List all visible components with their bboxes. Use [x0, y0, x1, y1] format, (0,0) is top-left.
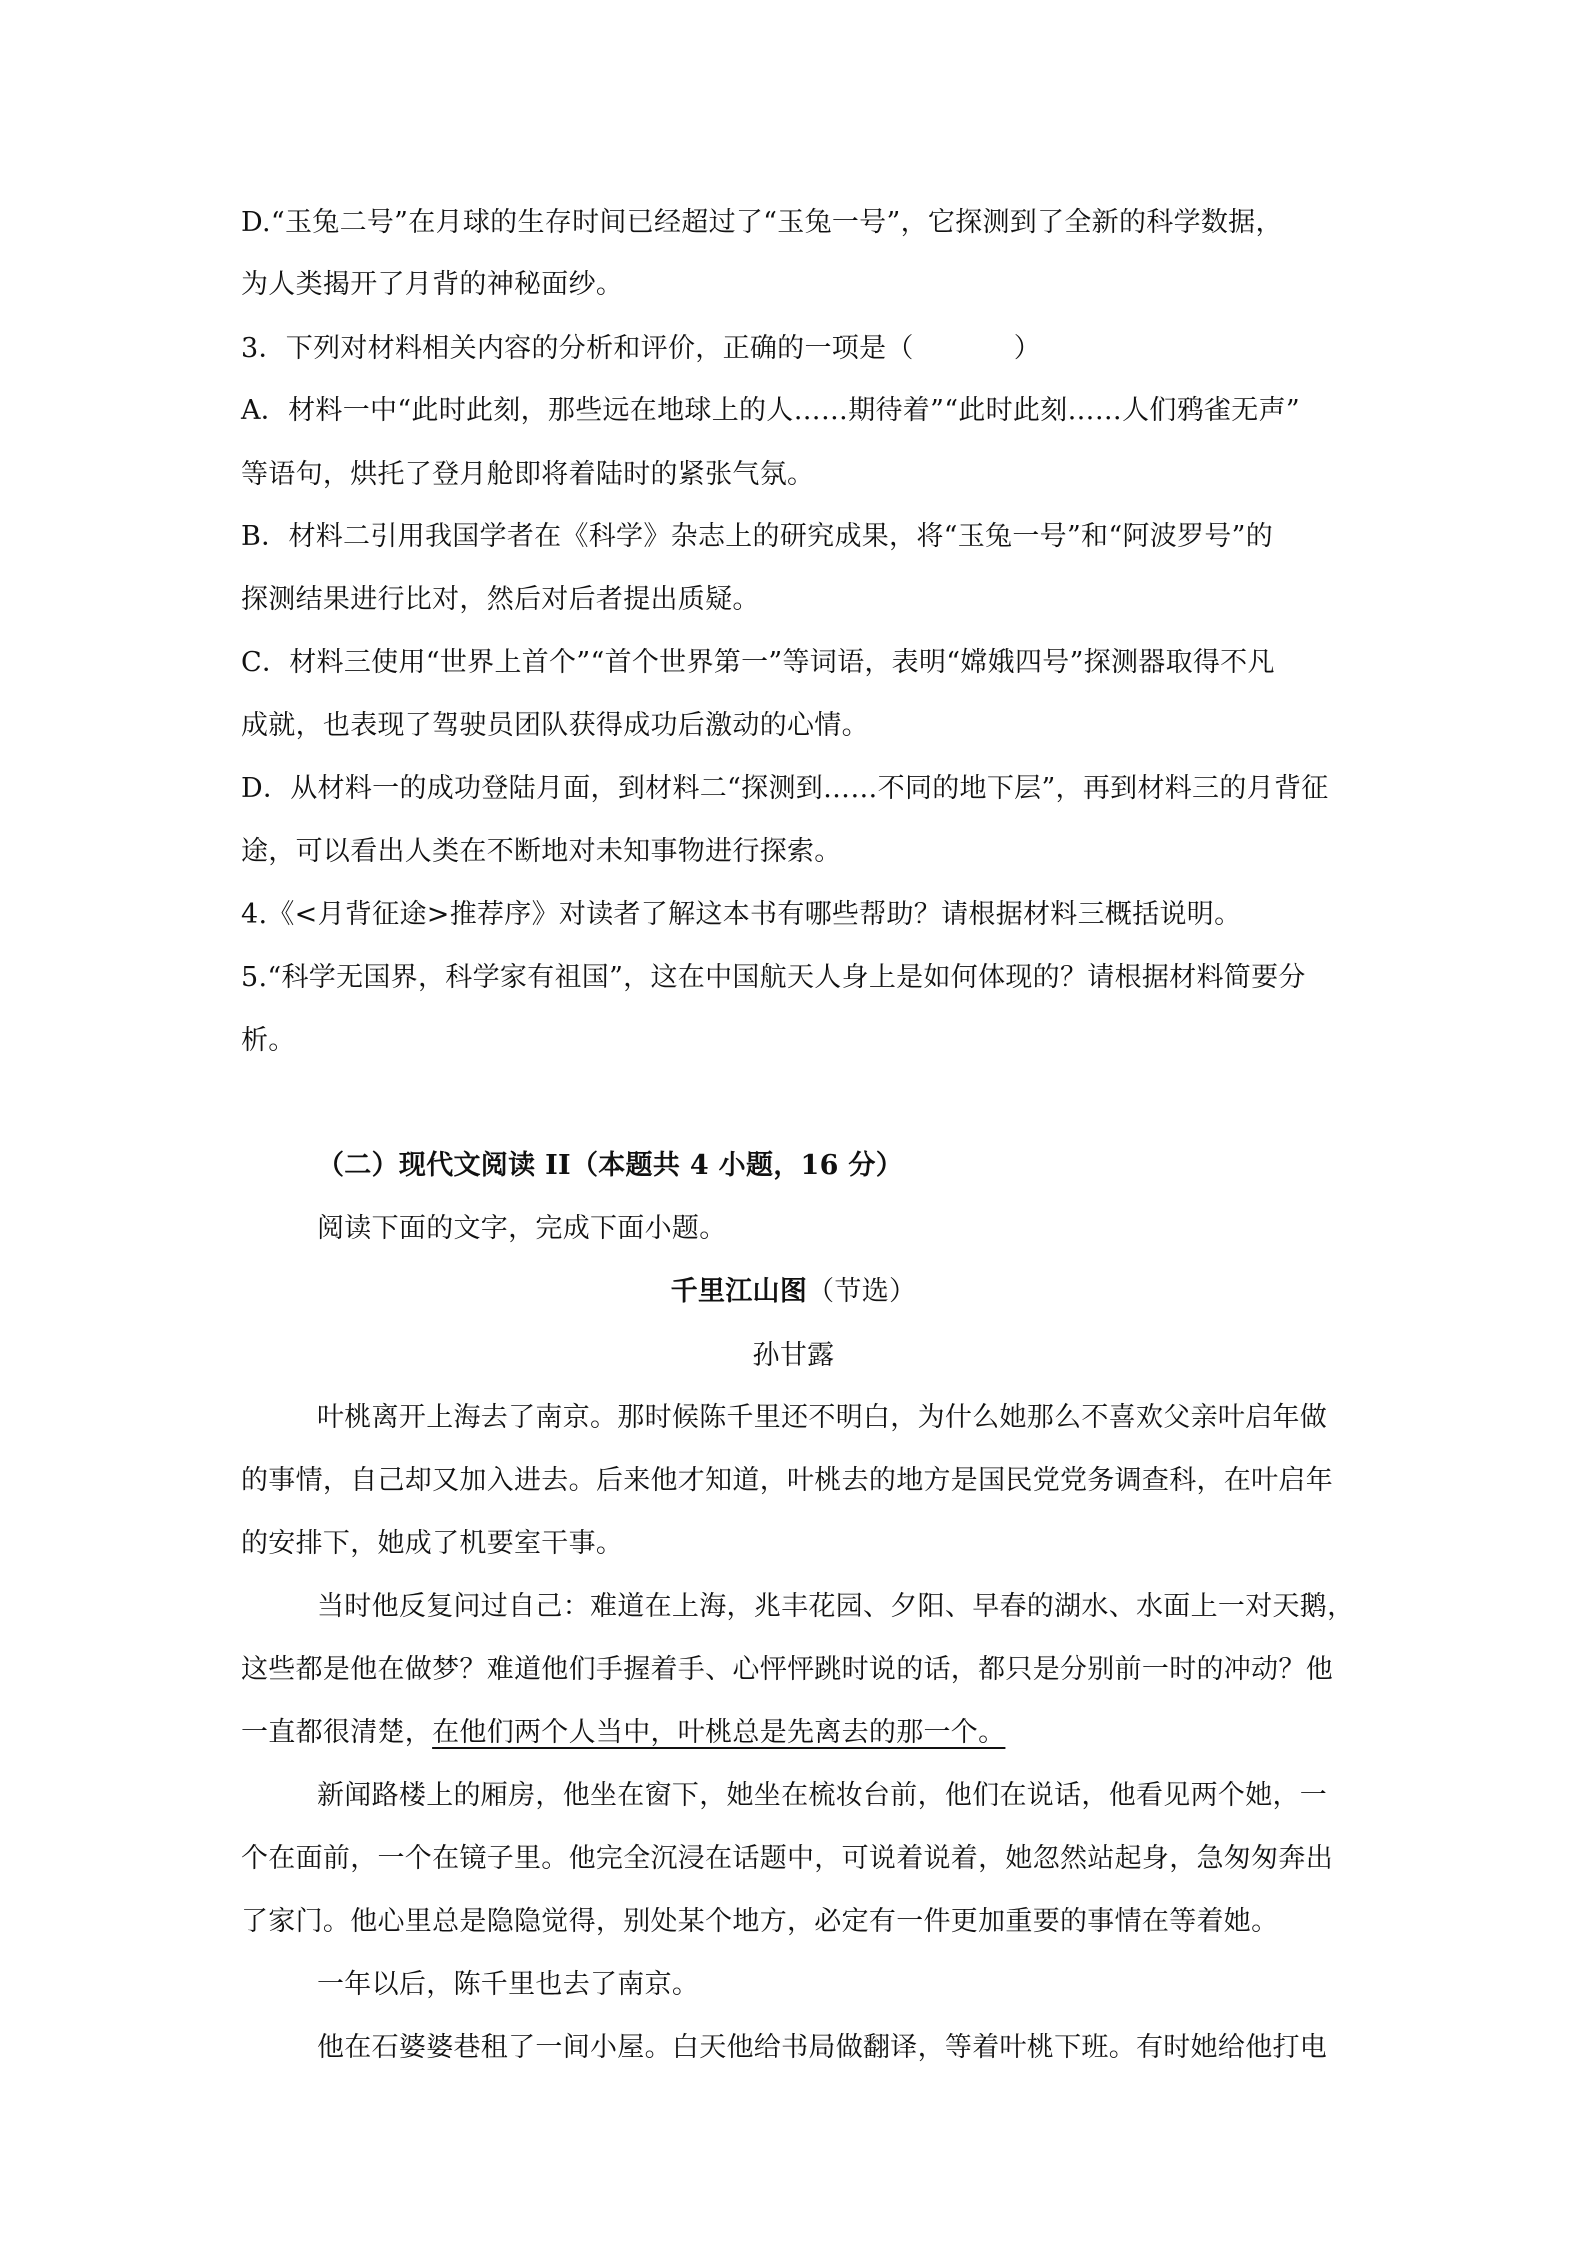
q3-option-a-line2: 等语句，烘托了登月舱即将着陆时的紧张气氛。: [241, 459, 815, 490]
q5-line1: 5.“科学无国界，科学家有祖国”，这在中国航天人身上是如何体现的？请根据材料简要分: [241, 962, 1306, 993]
q2-option-d-line2: 为人类揭开了月背的神秘面纱。: [241, 269, 624, 300]
q3-stem-prefix: 3．下列对材料相关内容的分析和评价，正确的一项是（: [241, 333, 914, 364]
q3-option-b-line2: 探测结果进行比对，然后对后者提出质疑。: [241, 584, 760, 615]
section-heading: （二）现代文阅读 II（本题共 4 小题，16 分）: [317, 1150, 904, 1181]
p3-line2: 个在面前，一个在镜子里。他完全沉浸在话题中，可说着说着，她忽然站起身，急匆匆奔出: [241, 1843, 1333, 1874]
q3-option-d-line2: 途，可以看出人类在不断地对未知事物进行探索。: [241, 836, 842, 867]
q3-option-c-line2: 成就，也表现了驾驶员团队获得成功后激动的心情。: [241, 710, 869, 741]
reading-instruction: 阅读下面的文字，完成下面小题。: [317, 1213, 727, 1244]
q2-option-d-line1: D.“玉兔二号”在月球的生存时间已经超过了“玉兔一号”，它探测到了全新的科学数据，: [241, 207, 1283, 238]
p1-line3: 的安排下，她成了机要室干事。: [241, 1528, 624, 1559]
p2-line2: 这些都是他在做梦？难道他们手握着手、心怦怦跳时说的话，都只是分别前一时的冲动？他: [241, 1654, 1333, 1685]
p4-text: 一年以后，陈千里也去了南京。: [317, 1969, 700, 2000]
p1-line1: 叶桃离开上海去了南京。那时候陈千里还不明白，为什么她那么不喜欢父亲叶启年做: [317, 1402, 1328, 1433]
q5-line2: 析。: [241, 1025, 296, 1056]
q3-stem: [241, 329, 1351, 369]
q3-option-d-line1: D．从材料一的成功登陆月面，到材料二“探测到……不同的地下层”，再到材料三的月背征: [241, 773, 1329, 804]
p3-line3: 了家门。他心里总是隐隐觉得，别处某个地方，必定有一件更加重要的事情在等着她。: [241, 1906, 1279, 1937]
passage-title-note: （节选）: [807, 1276, 917, 1307]
p2-underlined-sentence: 在他们两个人当中，叶桃总是先离去的那一个。: [432, 1717, 1006, 1748]
p2-line3-plain: 一直都很清楚，: [241, 1717, 433, 1748]
p3-line1: 新闻路楼上的厢房，他坐在窗下，她坐在梳妆台前，他们在说话，他看见两个她，一: [317, 1780, 1328, 1811]
q3-stem-suffix: ）: [1013, 333, 1041, 364]
q4-text: 4.《<月背征途>推荐序》对读者了解这本书有哪些帮助？请根据材料三概括说明。: [241, 899, 1242, 930]
p1-line2: 的事情，自己却又加入进去。后来他才知道，叶桃去的地方是国民党党务调查科，在叶启年: [241, 1465, 1333, 1496]
p2-line1: 当时他反复问过自己：难道在上海，兆丰花园、夕阳、早春的湖水、水面上一对天鹅，: [317, 1591, 1355, 1622]
passage-title-main: 千里江山图: [670, 1276, 808, 1307]
passage-author: 孙甘露: [752, 1340, 835, 1371]
passage-title: [0, 1272, 1587, 1312]
q3-option-c-line1: C．材料三使用“世界上首个”“首个世界第一”等词语，表明“嫦娥四号”探测器取得不凡: [241, 647, 1275, 678]
p5-line1: 他在石婆婆巷租了一间小屋。白天他给书局做翻译，等着叶桃下班。有时她给他打电: [317, 2032, 1328, 2063]
q3-option-a-line1: A．材料一中“此时此刻，那些远在地球上的人……期待着”“此时此刻……人们鸦雀无声”: [241, 395, 1301, 426]
p2-line3: [241, 1713, 1351, 1753]
q3-option-b-line1: B．材料二引用我国学者在《科学》杂志上的研究成果，将“玉兔一号”和“阿波罗号”的: [241, 521, 1274, 552]
